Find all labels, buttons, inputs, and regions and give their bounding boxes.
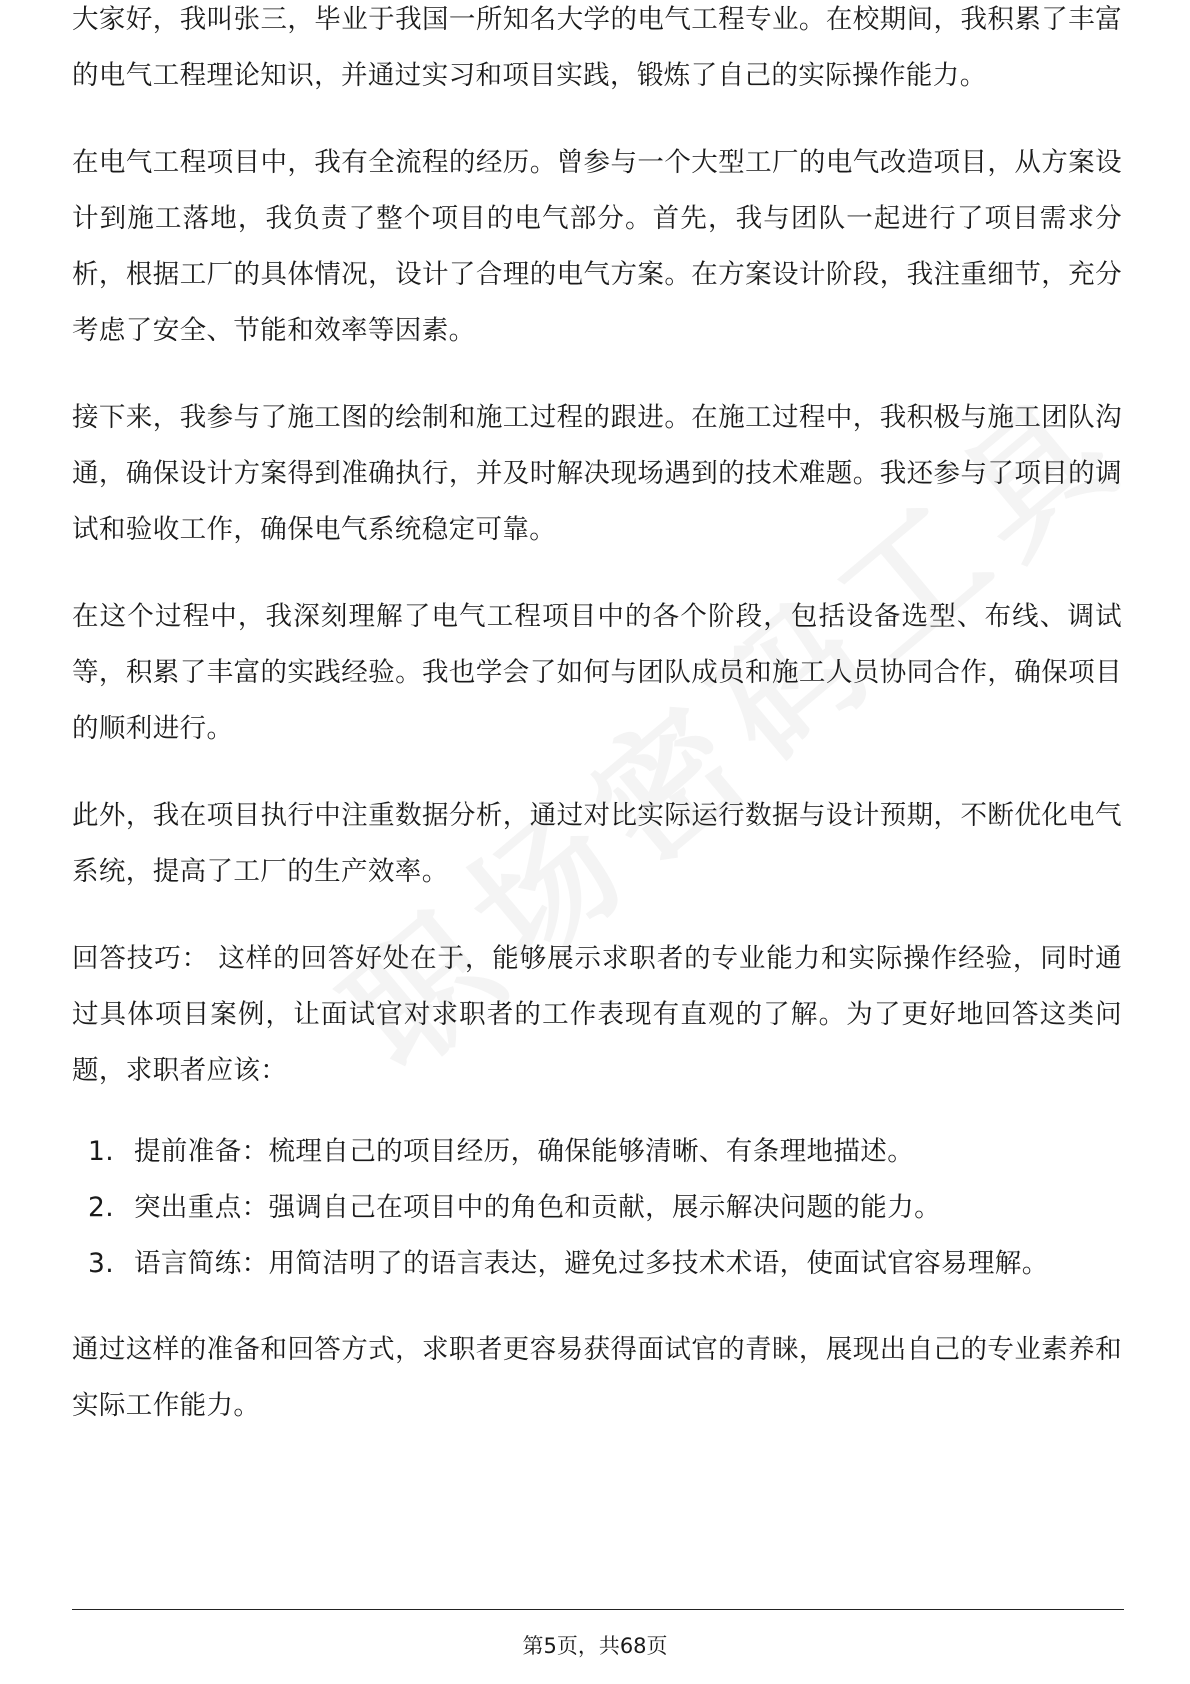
- page-number: 第5页，共68页: [522, 1634, 668, 1658]
- list-item-text: 语言简练：用简洁明了的语言表达，避免过多技术术语，使面试官容易理解。: [134, 1248, 1049, 1279]
- footer-divider: [72, 1609, 1124, 1610]
- paragraph-project-experience: 在电气工程项目中，我有全流程的经历。曾参与一个大型工厂的电气改造项目，从方案设计到施工落地，我负责了整个项目的电气部分。首先，我与团队一起进行了项目需求分析，根据工厂的具体情况，设计了合理的电气方案。在方案设计阶段，我注重细节，充分考虑了安全、节能和效率等因素。: [72, 147, 1122, 346]
- paragraph-data-analysis: 此外，我在项目执行中注重数据分析，通过对比实际运行数据与设计预期，不断优化电气系统，提高了工厂的生产效率。: [72, 800, 1122, 887]
- list-item: [72, 1236, 1122, 1292]
- list-item-number: 1.: [88, 1136, 115, 1167]
- paragraph-intro: 大家好，我叫张三，毕业于我国一所知名大学的电气工程专业。在校期间，我积累了丰富的电气工程理论知识，并通过实习和项目实践，锻炼了自己的实际操作能力。: [72, 4, 1122, 91]
- tips-list: [72, 1124, 1122, 1292]
- document-body: [72, 4, 1122, 1465]
- paragraph-answer-tips: 回答技巧： 这样的回答好处在于，能够展示求职者的专业能力和实际操作经验，同时通过具体项目案例，让面试官对求职者的工作表现有直观的了解。为了更好地回答这类问题，求职者应该：: [72, 943, 1122, 1086]
- list-item-number: 2.: [88, 1192, 115, 1223]
- list-item: [72, 1124, 1122, 1180]
- list-item-text: 突出重点：强调自己在项目中的角色和贡献，展示解决问题的能力。: [134, 1192, 941, 1223]
- list-item: [72, 1180, 1122, 1236]
- list-item-text: 提前准备：梳理自己的项目经历，确保能够清晰、有条理地描述。: [134, 1136, 915, 1167]
- paragraph-closing: 通过这样的准备和回答方式，求职者更容易获得面试官的青睐，展现出自己的专业素养和实际工作能力。: [72, 1334, 1122, 1421]
- paragraph-construction: 接下来，我参与了施工图的绘制和施工过程的跟进。在施工过程中，我积极与施工团队沟通，确保设计方案得到准确执行，并及时解决现场遇到的技术难题。我还参与了项目的调试和验收工作，确保电气系统稳定可靠。: [72, 402, 1122, 545]
- list-item-number: 3.: [88, 1248, 115, 1279]
- paragraph-understanding: 在这个过程中，我深刻理解了电气工程项目中的各个阶段，包括设备选型、布线、调试等，积累了丰富的实践经验。我也学会了如何与团队成员和施工人员协同合作，确保项目的顺利进行。: [72, 601, 1122, 744]
